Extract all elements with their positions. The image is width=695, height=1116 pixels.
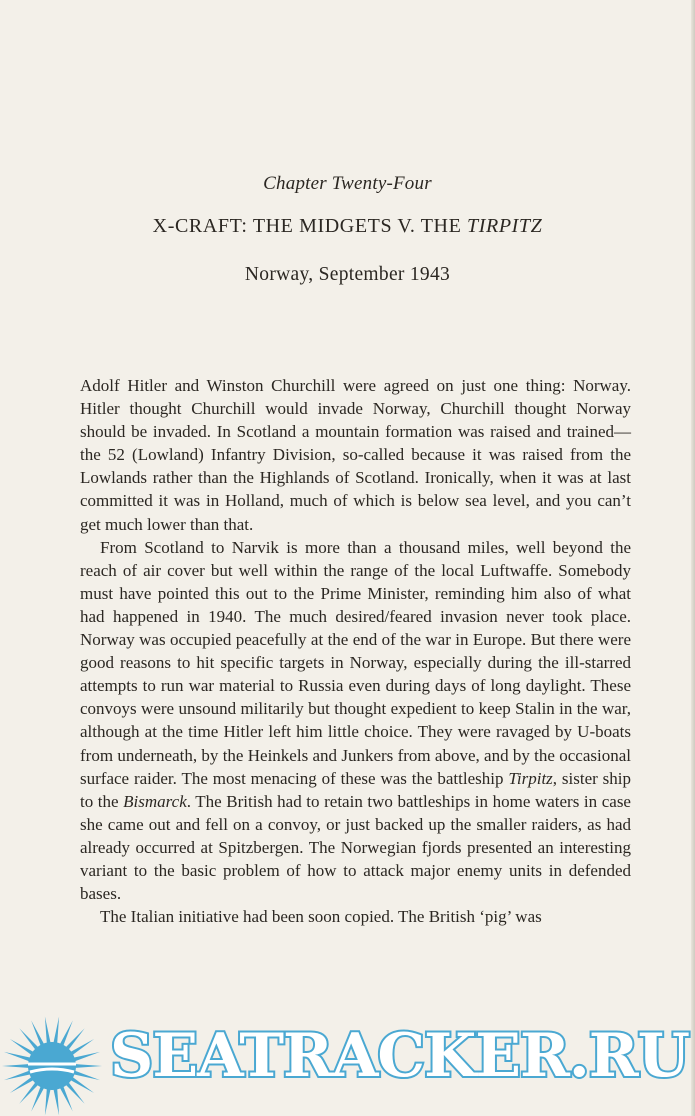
page-edge (691, 0, 695, 1116)
sun-ray (2, 1064, 30, 1068)
paragraph-1: Adolf Hitler and Winston Churchill were agreed on just one thing: Norway. Hitler thought Churchill would invade Norway, Churchill thought Norway should be invaded. In Scotland a mountain formation was raised and trained—the 52 (Lowland) Infantry Division, so-called because it was raised from the Lowlands rather than the Highlands of Scotland. Ironically, when it was at last committed it was in Holland, much of which is below sea level, and you can’t get much lower than that. (80, 376, 631, 534)
paragraph-2-part-c: . The British had to retain two battleships in home waters in case she came out and fell on a convoy, or just backed up the smaller raiders, as had already occurred at Spitzbergen. The Norwegian fjords presented an interesting variant to the basic problem of how to attack major enemy units in defended bases. (80, 791, 631, 904)
sun-ray (4, 1070, 32, 1080)
sun-ray (74, 1064, 102, 1068)
paragraph-2-part-a: From Scotland to Narvik is more than a thousand miles, well beyond the reach of air cover but well within the range of the local Luftwaffe. Somebody must have pointed this out to the Prime Minister, reminding him also of what had happened in 1940. The much desired/feared invasion never took place. Norway was occupied peacefully at the end of the war in Europe. But there were good reasons to hit specific targets in Norway, especially during the ill-starred attempts to run war material to Russia even during days of long daylight. These convoys were unsound militarily but thought expedient to keep Stalin in the war, although at the time Hitler left him little choice. They were ravaged by U-boats from underneath, by the Heinkels and Junkers from above, and by the occasional surface raider. The most menacing of these was the battleship (80, 537, 631, 788)
sun-ray (4, 1052, 32, 1062)
watermark-text: SEATRACKER.RU (110, 1021, 689, 1091)
sun-ray (53, 1017, 59, 1045)
sun-ray (45, 1087, 51, 1115)
paragraph-2 (80, 536, 631, 906)
body-text (80, 374, 631, 928)
chapter-subtitle: Norway, September 1943 (244, 264, 451, 285)
chapter-title-italic: TIRPITZ (467, 215, 543, 237)
chapter-label: Chapter Twenty-Four (263, 173, 432, 194)
ship-name-bismarck: Bismarck (123, 791, 187, 811)
chapter-title-main: X-CRAFT: THE MIDGETS V. THE (152, 215, 468, 237)
paragraph-2-part-b: , sister ship to the (80, 768, 631, 811)
sun-icon (0, 1012, 105, 1116)
ship-name-tirpitz: Tirpitz (508, 768, 553, 788)
sun-ray (73, 1070, 101, 1080)
paragraph-3: The Italian initiative had been soon copied. The British ‘pig’ was (100, 907, 542, 927)
chapter-title (0, 215, 695, 238)
sun-ray (73, 1052, 101, 1062)
watermark (0, 1012, 695, 1116)
sun-ray (53, 1087, 59, 1115)
sun-ray (45, 1017, 51, 1045)
